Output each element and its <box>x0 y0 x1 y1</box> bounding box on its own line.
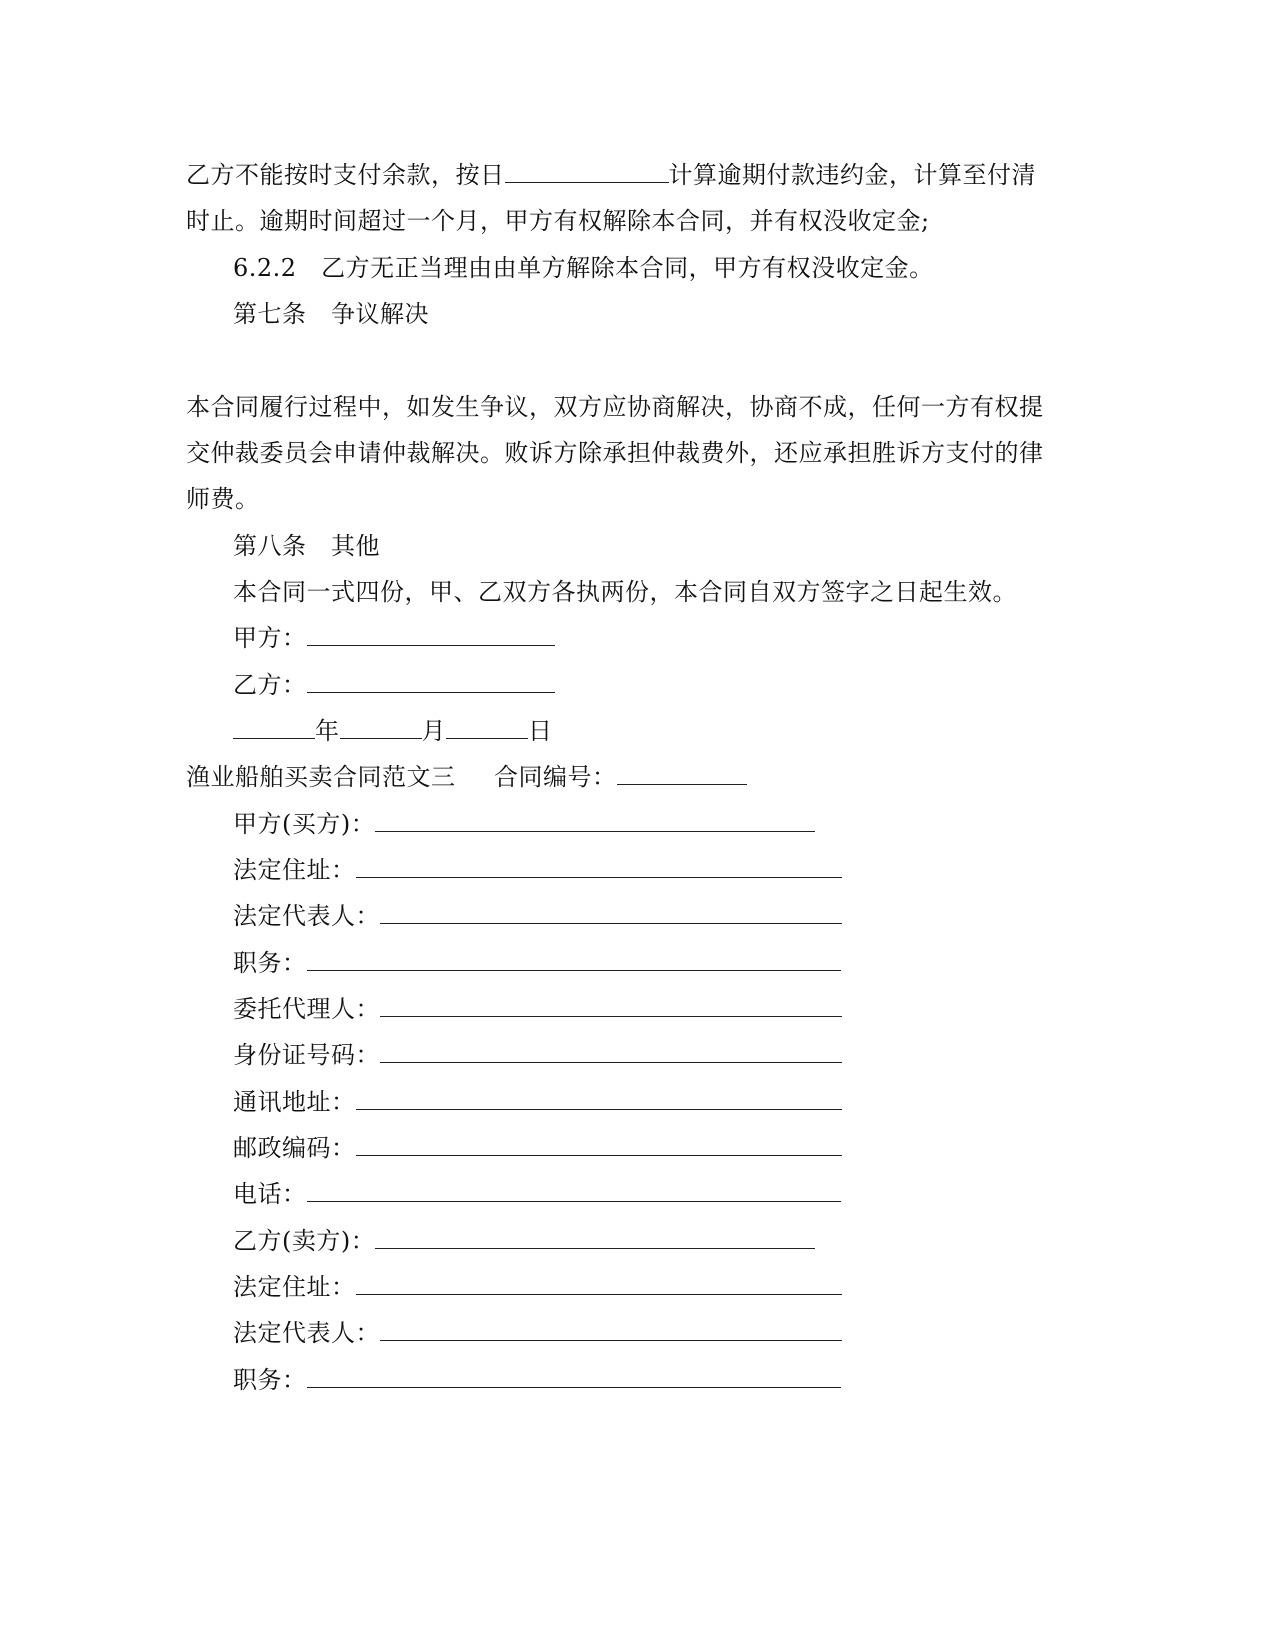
article-7-heading: 第七条 争议解决 <box>233 300 429 328</box>
seller-address-label: 法定住址： <box>233 1273 356 1301</box>
buyer-address-blank <box>356 855 842 878</box>
seller-position-blank <box>307 1365 841 1388</box>
buyer-phone-label: 电话： <box>233 1180 307 1208</box>
paragraph-late-payment <box>186 160 1036 190</box>
party-a-blank <box>307 623 555 646</box>
late-payment-text-end: 计算逾期付款违约金，计算至付清 <box>668 161 1036 189</box>
buyer-mail-address <box>233 1087 842 1117</box>
buyer-party-blank <box>375 809 815 832</box>
article-8-heading: 第八条 其他 <box>233 532 380 560</box>
buyer-party-label: 甲方(买方)： <box>233 810 376 838</box>
dispute-paragraph-line1: 本合同履行过程中，如发生争议，双方应协商解决，协商不成，任何一方有权提 <box>186 393 1044 421</box>
buyer-position-label: 职务： <box>233 949 307 977</box>
year-blank <box>233 716 315 739</box>
seller-address-blank <box>356 1272 842 1295</box>
party-a-label: 甲方： <box>233 624 307 652</box>
buyer-id-blank <box>380 1040 842 1063</box>
late-payment-text-start: 乙方不能按时支付余款，按日 <box>186 161 505 189</box>
seller-representative-blank <box>380 1318 842 1341</box>
day-label: 日 <box>528 717 553 745</box>
seller-representative-label: 法定代表人： <box>233 1319 380 1347</box>
contract-number-blank <box>617 762 747 785</box>
seller-position <box>233 1365 841 1395</box>
buyer-representative <box>233 901 842 931</box>
seller-party <box>233 1226 815 1256</box>
buyer-representative-label: 法定代表人： <box>233 902 380 930</box>
seller-party-blank <box>375 1226 815 1249</box>
buyer-id-number <box>233 1040 842 1070</box>
buyer-zip-blank <box>356 1133 842 1156</box>
clause-6-2-2: 6.2.2 乙方无正当理由由单方解除本合同，甲方有权没收定金。 <box>233 254 934 282</box>
party-b-label: 乙方： <box>233 671 307 699</box>
buyer-agent-label: 委托代理人： <box>233 995 380 1023</box>
seller-position-label: 职务： <box>233 1366 307 1394</box>
buyer-zip <box>233 1133 842 1163</box>
buyer-agent <box>233 994 842 1024</box>
buyer-agent-blank <box>380 994 842 1017</box>
buyer-party <box>233 809 815 839</box>
buyer-address <box>233 855 842 885</box>
day-blank <box>446 716 528 739</box>
buyer-mail-blank <box>356 1087 842 1110</box>
signing-date <box>233 716 553 746</box>
blank-rate <box>505 160 669 183</box>
seller-party-label: 乙方(卖方)： <box>233 1227 376 1255</box>
contract-number <box>494 762 747 792</box>
party-b-blank <box>307 670 555 693</box>
buyer-position-blank <box>307 948 841 971</box>
buyer-zip-label: 邮政编码： <box>233 1134 356 1162</box>
buyer-address-label: 法定住址： <box>233 856 356 884</box>
seller-address <box>233 1272 842 1302</box>
month-label: 月 <box>421 717 446 745</box>
paragraph-late-payment-line2: 时止。逾期时间超过一个月，甲方有权解除本合同，并有权没收定金; <box>186 207 930 235</box>
seller-representative <box>233 1318 842 1348</box>
year-label: 年 <box>315 717 340 745</box>
signature-party-b <box>233 670 555 700</box>
signature-party-a <box>233 623 555 653</box>
contract-title-3: 渔业船舶买卖合同范文三 <box>186 763 456 791</box>
buyer-representative-blank <box>380 901 842 924</box>
month-blank <box>340 716 422 739</box>
buyer-phone-blank <box>307 1179 841 1202</box>
dispute-paragraph-line3: 师费。 <box>186 485 260 513</box>
buyer-position <box>233 948 841 978</box>
buyer-phone <box>233 1179 841 1209</box>
dispute-paragraph-line2: 交仲裁委员会申请仲裁解决。败诉方除承担仲裁费外，还应承担胜诉方支付的律 <box>186 439 1044 467</box>
buyer-id-label: 身份证号码： <box>233 1041 380 1069</box>
buyer-mail-label: 通讯地址： <box>233 1088 356 1116</box>
contract-number-label: 合同编号： <box>494 763 617 791</box>
other-terms: 本合同一式四份，甲、乙双方各执两份，本合同自双方签字之日起生效。 <box>233 578 1017 606</box>
